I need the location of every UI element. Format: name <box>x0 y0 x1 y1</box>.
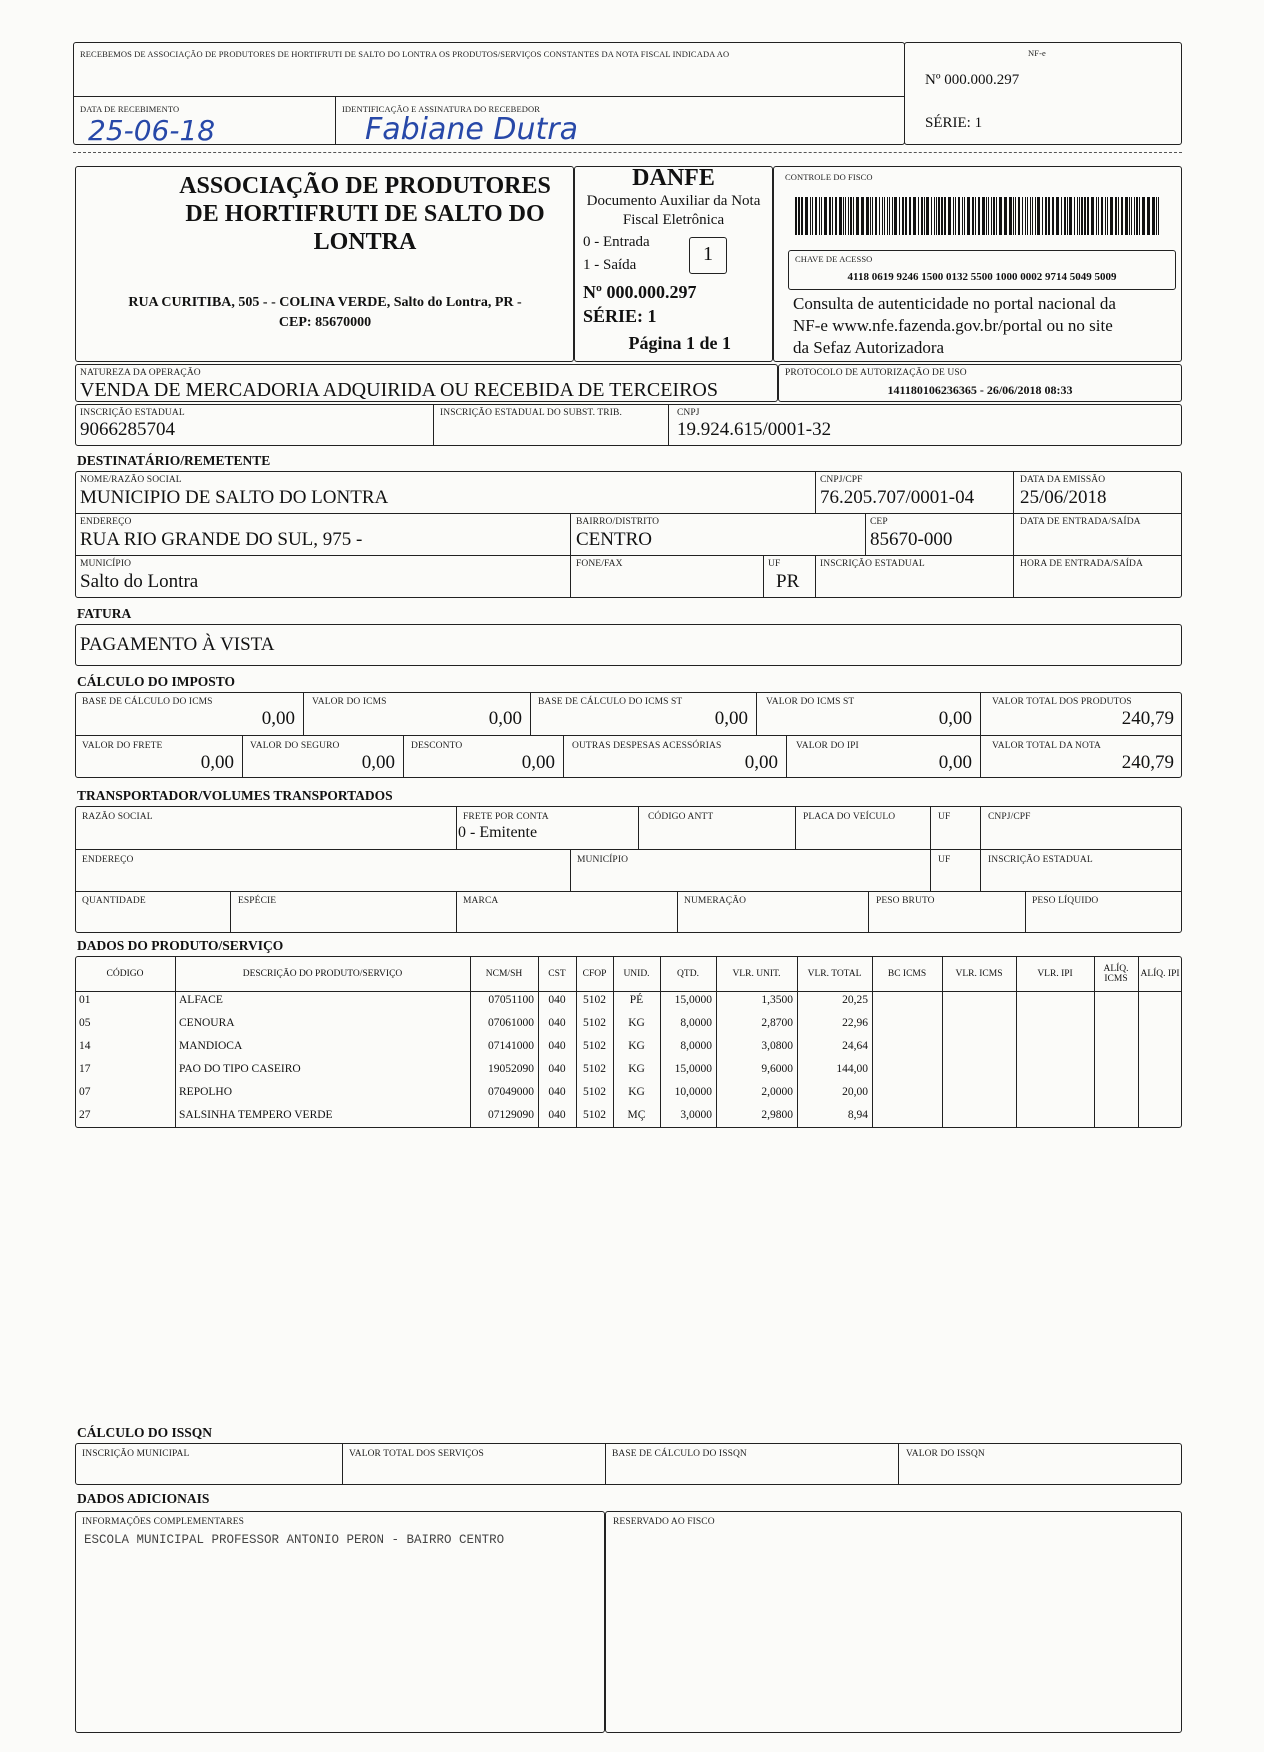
barcode-bar <box>905 197 907 235</box>
barcode-bar <box>835 197 837 235</box>
product-cell-ncm: 07061000 <box>488 1017 534 1029</box>
barcode-bar <box>955 197 956 235</box>
barcode-bar <box>1074 197 1075 235</box>
barcode-bar <box>1087 197 1089 235</box>
product-cell-qty: 8,0000 <box>680 1040 712 1052</box>
barcode-bar <box>1037 197 1040 235</box>
product-cell-code: 07 <box>79 1086 91 1098</box>
barcode-bar <box>1048 197 1050 235</box>
barcode-bar <box>815 197 817 235</box>
product-cell-cst: 040 <box>548 1063 566 1075</box>
barcode-bar <box>996 197 997 235</box>
barcode-bar <box>1052 197 1054 235</box>
product-cell-description: MANDIOCA <box>179 1040 243 1052</box>
tax-insurance-value: 0,00 <box>361 752 395 773</box>
product-cell-unit: KG <box>628 1017 645 1029</box>
product-cell-total: 144,00 <box>836 1063 868 1075</box>
barcode-bar <box>948 197 951 235</box>
barcode-bar <box>1091 197 1094 235</box>
barcode-bar <box>1101 197 1103 235</box>
recipient-entry-date-label: DATA DE ENTRADA/SAÍDA <box>1020 517 1141 527</box>
barcode-bar <box>913 197 916 235</box>
emitter-address-line1: RUA CURITIBA, 505 - - COLINA VERDE, Salto do Lontra, PR - <box>128 295 522 310</box>
issqn-section-title: CÁLCULO DO ISSQN <box>77 1425 213 1440</box>
products-header-ipi: VLR. IPI <box>1037 969 1073 979</box>
products-header-unit: UNID. <box>623 969 650 979</box>
transport-uf2-label: UF <box>938 855 951 865</box>
transport-numbering-label: NUMERAÇÃO <box>684 896 747 906</box>
products-header-ipi-rate: ALÍQ. IPI <box>1140 969 1180 979</box>
barcode-bar <box>926 197 929 235</box>
barcode-bar <box>819 197 820 235</box>
product-cell-cfop: 5102 <box>583 1063 606 1075</box>
recipient-cnpj: 76.205.707/0001-04 <box>820 487 975 508</box>
barcode-bar <box>1077 197 1078 235</box>
product-cell-unit: MÇ <box>627 1109 646 1121</box>
product-cell-cfop: 5102 <box>583 1109 606 1121</box>
barcode-bar <box>1061 197 1062 235</box>
barcode-bar <box>805 197 808 235</box>
barcode-bar <box>921 197 923 235</box>
danfe-entry: 0 - Entrada <box>583 234 650 250</box>
barcode-bar <box>1081 197 1083 235</box>
product-cell-code: 14 <box>79 1040 91 1052</box>
recipient-name-label: NOME/RAZÃO SOCIAL <box>80 475 182 485</box>
barcode-bar <box>832 197 833 235</box>
recipient-uf-label: UF <box>768 559 781 569</box>
barcode-bar <box>1030 197 1031 235</box>
danfe-number: Nº 000.000.297 <box>583 282 697 302</box>
danfe-subtitle1: Documento Auxiliar da Nota <box>586 193 761 209</box>
danfe-title: DANFE <box>632 165 715 191</box>
barcode-bar <box>1084 197 1086 235</box>
barcode-bar <box>909 197 911 235</box>
product-cell-code: 01 <box>79 994 91 1006</box>
barcode-bar <box>986 197 987 235</box>
product-cell-cst: 040 <box>548 1017 566 1029</box>
barcode-bar <box>991 197 992 235</box>
product-cell-cfop: 5102 <box>583 1017 606 1029</box>
recipient-address: RUA RIO GRANDE DO SUL, 975 - <box>80 529 363 550</box>
barcode-bar <box>1009 197 1012 235</box>
receipt-nfe-label: NF-e <box>1028 48 1046 58</box>
fisco-consult-line1: Consulta de autenticidade no portal nacional da <box>793 294 1116 313</box>
nature-value: VENDA DE MERCADORIA ADQUIRIDA OU RECEBIDA DE TERCEIROS <box>80 379 718 401</box>
barcode-bar <box>1136 197 1138 235</box>
transport-uf-label: UF <box>938 812 951 822</box>
issqn-base-label: BASE DE CÁLCULO DO ISSQN <box>612 1449 747 1459</box>
product-cell-description: PAO DO TIPO CASEIRO <box>179 1063 301 1075</box>
receipt-date-label: DATA DE RECEBIMENTO <box>80 104 180 114</box>
tax-freight-label: VALOR DO FRETE <box>82 741 163 751</box>
barcode-bar <box>875 197 877 235</box>
barcode-bar <box>1098 197 1099 235</box>
product-cell-unit: KG <box>628 1086 645 1098</box>
barcode-bar <box>975 197 976 235</box>
products-header-icms: VLR. ICMS <box>955 969 1003 979</box>
additional-info-label: INFORMAÇÕES COMPLEMENTARES <box>82 1517 245 1527</box>
tax-icms-label: VALOR DO ICMS <box>312 697 387 707</box>
product-cell-code: 27 <box>79 1109 91 1121</box>
barcode-bar <box>958 197 960 235</box>
barcode-bar <box>1013 197 1014 235</box>
transport-ie-label: INSCRIÇÃO ESTADUAL <box>988 855 1093 865</box>
barcode-bar <box>902 197 904 235</box>
product-cell-ncm: 07051100 <box>488 994 534 1006</box>
barcode-bar <box>848 197 849 235</box>
barcode-bar <box>1018 197 1020 235</box>
receipt-signature-label: IDENTIFICAÇÃO E ASSINATURA DO RECEBEDOR <box>342 104 540 114</box>
transport-freight-label: FRETE POR CONTA <box>463 812 549 822</box>
emitter-name: ASSOCIAÇÃO DE PRODUTORES DE HORTIFRUTI DE SALTO DO LONTRA <box>179 173 551 255</box>
recipient-cnpj-label: CNPJ/CPF <box>820 475 863 485</box>
tax-insurance-label: VALOR DO SEGURO <box>250 741 340 751</box>
barcode-bar <box>1096 197 1097 235</box>
barcode-bar <box>936 197 937 235</box>
product-cell-unit-price: 2,9800 <box>761 1109 793 1121</box>
barcode-bar <box>879 197 880 235</box>
product-cell-qty: 10,0000 <box>674 1086 712 1098</box>
reserved-label: RESERVADO AO FISCO <box>613 1517 715 1527</box>
recipient-city-label: MUNICÍPIO <box>80 559 132 569</box>
recipient-address-label: ENDEREÇO <box>80 517 132 527</box>
transport-box <box>75 806 1182 933</box>
product-cell-code: 05 <box>79 1017 91 1029</box>
barcode-bar <box>856 197 859 235</box>
barcode-bar <box>1004 197 1007 235</box>
product-cell-description: REPOLHO <box>179 1086 233 1098</box>
barcode-bar <box>1142 197 1145 235</box>
barcode-bar <box>899 197 900 235</box>
recipient-district-label: BAIRRO/DISTRITO <box>576 517 660 527</box>
product-cell-cfop: 5102 <box>583 994 606 1006</box>
transport-net-label: PESO LÍQUIDO <box>1032 896 1099 906</box>
products-header-qty: QTD. <box>677 969 699 979</box>
barcode-bar <box>1118 197 1119 235</box>
danfe-page: Página 1 de 1 <box>628 333 731 353</box>
barcode-bar <box>988 197 989 235</box>
product-cell-ncm: 19052090 <box>488 1063 534 1075</box>
barcode-bar <box>1134 197 1135 235</box>
recipient-issue-date: 25/06/2018 <box>1020 487 1107 508</box>
barcode-bar <box>924 197 925 235</box>
recipient-district: CENTRO <box>576 529 652 550</box>
tax-discount-label: DESCONTO <box>411 741 463 751</box>
barcode-bar <box>829 197 831 235</box>
barcode-bar <box>1105 197 1106 235</box>
barcode-bar <box>821 197 822 235</box>
barcode-bar <box>845 197 846 235</box>
products-header-total: VLR. TOTAL <box>807 969 862 979</box>
barcode-bar <box>1156 197 1157 235</box>
barcode-bar <box>861 197 864 235</box>
product-cell-unit-price: 3,0800 <box>761 1040 793 1052</box>
recipient-issue-label: DATA DA EMISSÃO <box>1020 475 1106 485</box>
reserved-box <box>605 1511 1182 1733</box>
barcode-bar <box>1115 197 1117 235</box>
recipient-cep: 85670-000 <box>870 529 953 550</box>
products-header-cst: CST <box>548 969 566 979</box>
fisco-control-label: CONTROLE DO FISCO <box>785 172 873 182</box>
product-cell-unit-price: 2,0000 <box>761 1086 793 1098</box>
fisco-consult-line2: NF-e www.nfe.fazenda.gov.br/portal ou no site <box>793 316 1113 335</box>
product-cell-cfop: 5102 <box>583 1040 606 1052</box>
tax-total-note-value: 240,79 <box>1121 752 1174 773</box>
barcode-bar <box>843 197 844 235</box>
product-cell-unit: PÉ <box>629 994 644 1006</box>
barcode-bar <box>1067 197 1068 235</box>
barcode-bar <box>887 197 888 235</box>
barcode-bar <box>1027 197 1028 235</box>
barcode-bar <box>1129 197 1130 235</box>
tax-total-products-label: VALOR TOTAL DOS PRODUTOS <box>992 697 1132 707</box>
barcode-bar <box>938 197 940 235</box>
receipt-signature-handwritten: Fabiane Dutra <box>365 112 579 147</box>
product-cell-qty: 15,0000 <box>674 994 712 1006</box>
barcode-bar <box>850 197 852 235</box>
product-cell-cfop: 5102 <box>583 1086 606 1098</box>
products-header-icms-rate: ALÍQ. ICMS <box>1103 964 1129 984</box>
product-cell-ncm: 07049000 <box>488 1086 534 1098</box>
tax-base-icms-st-value: 0,00 <box>714 708 748 729</box>
product-cell-cst: 040 <box>548 994 566 1006</box>
transport-city-label: MUNICÍPIO <box>577 855 629 865</box>
receipt-date-handwritten: 25-06-18 <box>88 114 216 147</box>
recipient-cep-label: CEP <box>870 517 888 527</box>
barcode-bar <box>962 197 963 235</box>
barcode-bar <box>866 197 869 235</box>
barcode-bar <box>953 197 954 235</box>
barcode-bar <box>1032 197 1033 235</box>
barcode-bar <box>801 197 803 235</box>
transport-section-title: TRANSPORTADOR/VOLUMES TRANSPORTADOS <box>77 788 393 803</box>
product-cell-ncm: 07129090 <box>488 1109 534 1121</box>
barcode-bar <box>1110 197 1113 235</box>
products-header-code: CÓDIGO <box>106 969 144 979</box>
products-header-bc-icms: BC ICMS <box>887 969 927 979</box>
barcode-bar <box>1131 197 1132 235</box>
barcode-bar <box>1079 197 1080 235</box>
products-header-cfop: CFOP <box>582 969 607 979</box>
tax-ipi-value: 0,00 <box>938 752 972 773</box>
barcode-bar <box>870 197 871 235</box>
product-cell-cst: 040 <box>548 1040 566 1052</box>
emitter-address-line2: CEP: 85670000 <box>278 315 372 330</box>
transport-plate-label: PLACA DO VEÍCULO <box>803 812 896 822</box>
product-cell-unit-price: 9,6000 <box>761 1063 793 1075</box>
recipient-time-label: HORA DE ENTRADA/SAÍDA <box>1020 559 1143 569</box>
ie-row <box>75 404 1182 446</box>
receipt-series: SÉRIE: 1 <box>925 115 983 131</box>
barcode-bar <box>824 197 827 235</box>
cnpj-label: CNPJ <box>677 408 700 418</box>
barcode-bar <box>872 197 873 235</box>
barcode-bar <box>972 197 974 235</box>
tax-freight-value: 0,00 <box>200 752 234 773</box>
additional-section-title: DADOS ADICIONAIS <box>77 1491 210 1506</box>
barcode-bar <box>1158 197 1159 235</box>
products-header-unit-price: VLR. UNIT. <box>732 969 781 979</box>
fisco-consult-line3: da Sefaz Autorizadora <box>793 338 945 357</box>
barcode-bar <box>964 197 965 235</box>
barcode-bar <box>839 197 842 235</box>
nature-label: NATUREZA DA OPERAÇÃO <box>80 368 201 378</box>
tax-icms-st-value: 0,00 <box>938 708 972 729</box>
barcode-bar <box>812 197 813 235</box>
barcode-bar <box>1042 197 1043 235</box>
product-cell-qty: 3,0000 <box>680 1109 712 1121</box>
tax-discount-value: 0,00 <box>521 752 555 773</box>
danfe-subtitle2: Fiscal Eletrônica <box>622 212 725 228</box>
product-cell-description: CENOURA <box>179 1017 235 1029</box>
tax-base-icms-st-label: BASE DE CÁLCULO DO ICMS ST <box>538 697 683 707</box>
receipt-number: Nº 000.000.297 <box>925 72 1020 88</box>
product-cell-qty: 8,0000 <box>680 1017 712 1029</box>
product-cell-qty: 15,0000 <box>674 1063 712 1075</box>
tax-section-title: CÁLCULO DO IMPOSTO <box>77 674 236 689</box>
transport-address-label: ENDEREÇO <box>82 855 134 865</box>
recipient-city: Salto do Lontra <box>80 571 199 592</box>
ie-label: INSCRIÇÃO ESTADUAL <box>80 408 185 418</box>
cnpj-value: 19.924.615/0001-32 <box>677 419 832 440</box>
barcode-bar <box>884 197 885 235</box>
product-cell-total: 22,96 <box>842 1017 868 1029</box>
ie-value: 9066285704 <box>80 419 175 440</box>
tax-total-note-label: VALOR TOTAL DA NOTA <box>992 741 1102 751</box>
barcode-bar <box>892 197 893 235</box>
recipient-phone-label: FONE/FAX <box>576 559 623 569</box>
barcode-bar <box>1107 197 1108 235</box>
barcode-bar <box>882 197 883 235</box>
product-cell-total: 20,25 <box>842 994 868 1006</box>
product-cell-description: ALFACE <box>179 994 223 1006</box>
protocol-value: 141180106236365 - 26/06/2018 08:33 <box>887 383 1073 397</box>
recipient-name: MUNICIPIO DE SALTO DO LONTRA <box>80 487 389 508</box>
barcode-bar <box>810 197 811 235</box>
products-section-title: DADOS DO PRODUTO/SERVIÇO <box>77 938 284 953</box>
product-cell-ncm: 07141000 <box>488 1040 534 1052</box>
barcode-bar <box>1035 197 1036 235</box>
tax-ipi-label: VALOR DO IPI <box>796 741 859 751</box>
issqn-municipal-label: INSCRIÇÃO MUNICIPAL <box>82 1449 190 1459</box>
tax-base-icms-label: BASE DE CÁLCULO DO ICMS <box>82 697 213 707</box>
barcode-bar <box>1121 197 1123 235</box>
barcode-bar <box>1056 197 1059 235</box>
tax-total-products-value: 240,79 <box>1121 708 1174 729</box>
tax-base-icms-value: 0,00 <box>261 708 295 729</box>
barcode-bar <box>1147 197 1150 235</box>
product-cell-description: SALSINHA TEMPERO VERDE <box>179 1109 333 1121</box>
transport-qty-label: QUANTIDADE <box>82 896 146 906</box>
fisco-access-key-label: CHAVE DE ACESSO <box>795 254 873 264</box>
receipt-statement: RECEBEMOS DE ASSOCIAÇÃO DE PRODUTORES DE HORTIFRUTI DE SALTO DO LONTRA OS PRODUTOS/SERVIÇOS CONSTANTES DA NOTA FISCAL INDICADA AO <box>80 49 730 59</box>
barcode-bar <box>853 197 854 235</box>
product-cell-total: 8,94 <box>847 1109 868 1121</box>
barcode-bar <box>1139 197 1140 235</box>
barcode-bar <box>798 197 800 235</box>
invoice-payment: PAGAMENTO À VISTA <box>80 634 275 655</box>
transport-cnpj-label: CNPJ/CPF <box>988 812 1031 822</box>
barcode-bar <box>1064 197 1066 235</box>
danfe-exit: 1 - Saída <box>583 257 637 273</box>
barcode-bar <box>795 197 797 235</box>
invoice-section-title: FATURA <box>77 606 132 621</box>
product-cell-total: 20,00 <box>842 1086 868 1098</box>
danfe-type-value: 1 <box>703 243 713 265</box>
barcode-bar <box>931 197 932 235</box>
fisco-access-key: 4118 0619 9246 1500 0132 5500 1000 0002 9714 5049 5009 <box>847 271 1117 283</box>
barcode-bar <box>1045 197 1047 235</box>
product-cell-unit-price: 2,8700 <box>761 1017 793 1029</box>
barcode-bar <box>1015 197 1016 235</box>
transport-species-label: ESPÉCIE <box>238 896 277 906</box>
product-cell-total: 24,64 <box>842 1040 868 1052</box>
cut-line <box>73 152 1182 153</box>
tax-icms-value: 0,00 <box>488 708 522 729</box>
barcode-bar <box>889 197 890 235</box>
products-header-description: DESCRIÇÃO DO PRODUTO/SERVIÇO <box>242 969 403 979</box>
product-cell-unit: KG <box>628 1040 645 1052</box>
barcode-bar <box>1069 197 1072 235</box>
transport-razao-label: RAZÃO SOCIAL <box>82 812 153 822</box>
danfe-series: SÉRIE: 1 <box>583 306 657 326</box>
product-cell-unit-price: 1,3500 <box>761 994 793 1006</box>
barcode-bar <box>978 197 980 235</box>
barcode-bar <box>1022 197 1023 235</box>
access-key-barcode <box>795 197 1165 235</box>
recipient-section-title: DESTINATÁRIO/REMETENTE <box>77 453 271 468</box>
ie-st-label: INSCRIÇÃO ESTADUAL DO SUBST. TRIB. <box>440 408 622 418</box>
barcode-bar <box>918 197 919 235</box>
barcode-bar <box>999 197 1002 235</box>
transport-antt-label: CÓDIGO ANTT <box>648 812 714 822</box>
product-cell-unit: KG <box>628 1063 645 1075</box>
transport-freight: 0 - Emitente <box>458 824 538 841</box>
barcode-bar <box>1125 197 1128 235</box>
transport-gross-label: PESO BRUTO <box>876 896 935 906</box>
products-header-ncm: NCM/SH <box>485 969 523 979</box>
barcode-bar <box>941 197 943 235</box>
barcode-bar <box>1025 197 1026 235</box>
transport-brand-label: MARCA <box>463 896 499 906</box>
additional-info: ESCOLA MUNICIPAL PROFESSOR ANTONIO PERON - BAIRRO CENTRO <box>84 1533 505 1547</box>
barcode-bar <box>894 197 897 235</box>
tax-other-expenses-label: OUTRAS DESPESAS ACESSÓRIAS <box>572 741 722 751</box>
tax-other-expenses-value: 0,00 <box>744 752 778 773</box>
product-cell-cst: 040 <box>548 1086 566 1098</box>
recipient-ie-label: INSCRIÇÃO ESTADUAL <box>820 559 925 569</box>
recipient-uf: PR <box>776 571 800 592</box>
tax-icms-st-label: VALOR DO ICMS ST <box>766 697 855 707</box>
barcode-bar <box>1152 197 1155 235</box>
barcode-bar <box>944 197 946 235</box>
barcode-bar <box>993 197 995 235</box>
barcode-bar <box>982 197 985 235</box>
barcode-bar <box>934 197 935 235</box>
product-cell-cst: 040 <box>548 1109 566 1121</box>
issqn-services-label: VALOR TOTAL DOS SERVIÇOS <box>349 1449 484 1459</box>
barcode-bar <box>967 197 970 235</box>
product-cell-code: 17 <box>79 1063 91 1075</box>
issqn-value-label: VALOR DO ISSQN <box>906 1449 985 1459</box>
protocol-label: PROTOCOLO DE AUTORIZAÇÃO DE USO <box>785 368 967 378</box>
